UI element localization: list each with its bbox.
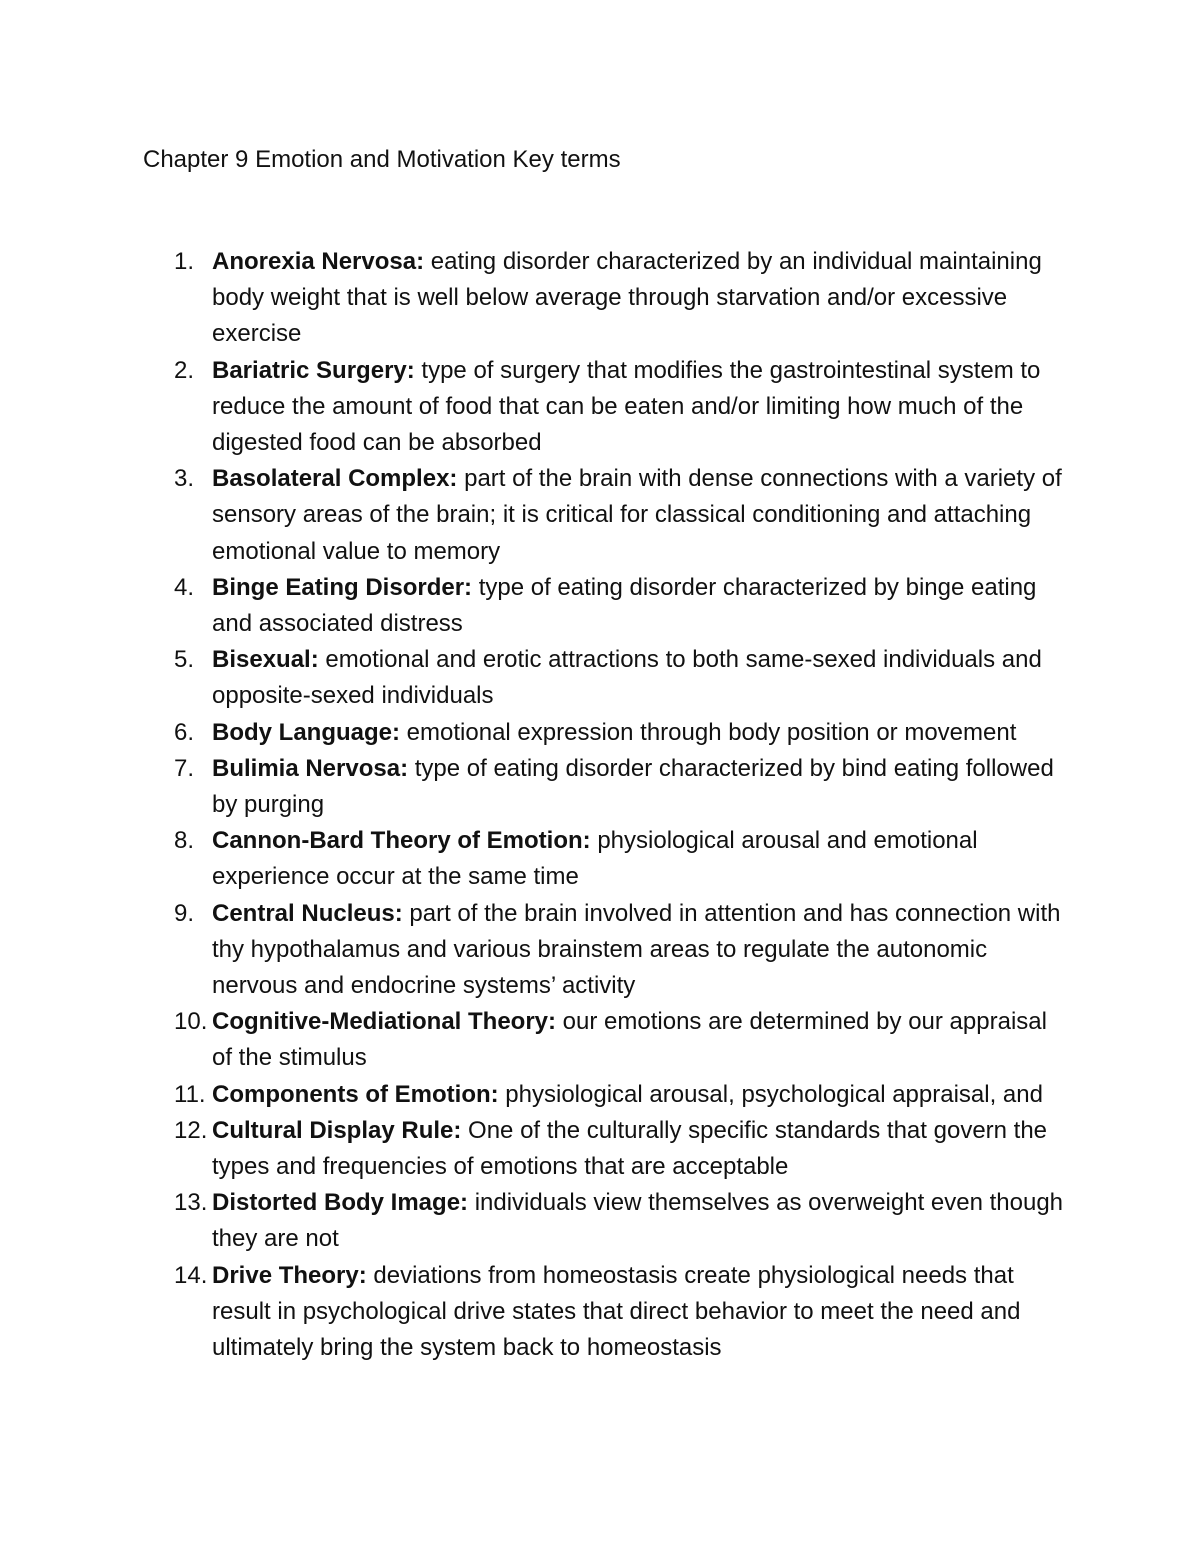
- term-name: Anorexia Nervosa:: [212, 248, 425, 275]
- term-definition: our emotions are determined by our appraisal of the stimulus: [212, 1008, 1047, 1072]
- item-number: 6.: [174, 718, 195, 746]
- term-definition: emotional expression through body position or movement: [400, 718, 1017, 746]
- key-terms-list: [0, 244, 1200, 1366]
- item-number: 8.: [174, 827, 195, 855]
- item-number: 9.: [174, 899, 195, 927]
- list-item: [0, 642, 1072, 714]
- list-item: [0, 751, 1072, 823]
- list-item: [0, 1258, 1072, 1367]
- term-definition: emotional and erotic attractions to both same-sexed individuals and opposite-sexed individuals: [212, 646, 1042, 710]
- term-name: Basolateral Complex:: [212, 465, 458, 493]
- term-definition: type of surgery that modifies the gastrointestinal system to reduce the amount of food that can be eaten and/or limiting how much of the digested food can be absorbed: [212, 356, 1041, 457]
- term-name: Central Nucleus:: [212, 899, 403, 927]
- term-name: Binge Eating Disorder:: [212, 573, 473, 601]
- term-definition: physiological arousal and emotional experience occur at the same time: [212, 827, 978, 891]
- term-definition: individuals view themselves as overweight even though they are not: [212, 1189, 1064, 1253]
- list-item: [0, 461, 1072, 570]
- term-definition: type of eating disorder characterized by bind eating followed by purging: [212, 754, 1054, 819]
- term-definition: part of the brain with dense connections with a variety of sensory areas of the brain; it is critical for classical conditioning and attaching emotional value to memory: [212, 465, 1062, 565]
- item-number: 4.: [174, 573, 195, 601]
- list-item: [0, 570, 1072, 642]
- term-definition: One of the culturally specific standards that govern the types and frequencies of emotions that are acceptable: [212, 1116, 1048, 1181]
- term-definition: eating disorder characterized by an individual maintaining body weight that is well below average through starvation and/or excessive exercise: [212, 248, 1042, 348]
- list-item: [0, 1004, 1072, 1076]
- item-number: 3.: [174, 465, 195, 493]
- list-item: [0, 1113, 1072, 1185]
- item-number: 2.: [174, 356, 195, 384]
- list-item: [0, 823, 1072, 895]
- item-number: 12.: [174, 1116, 208, 1144]
- term-name: Components of Emotion:: [212, 1080, 499, 1108]
- term-name: Bisexual:: [212, 646, 319, 674]
- list-item: [0, 353, 1072, 462]
- term-name: Body Language:: [212, 718, 401, 746]
- list-item: [0, 896, 1072, 1005]
- item-number: 7.: [174, 754, 195, 782]
- item-number: 5.: [174, 646, 195, 674]
- term-name: Bulimia Nervosa:: [212, 754, 409, 782]
- term-name: Cultural Display Rule:: [212, 1116, 462, 1144]
- term-name: Bariatric Surgery:: [212, 356, 415, 384]
- term-name: Distorted Body Image:: [212, 1189, 469, 1217]
- list-item: [0, 1077, 1072, 1113]
- term-name: Drive Theory:: [212, 1261, 367, 1289]
- term-definition: part of the brain involved in attention and has connection with thy hypothalamus and various brainstem areas to regulate the autonomic nervous and endocrine systems’ activity: [212, 899, 1061, 1000]
- term-definition: type of eating disorder characterized by binge eating and associated distress: [212, 573, 1037, 638]
- item-number: 14.: [174, 1261, 208, 1289]
- term-definition: physiological arousal, psychological appraisal, and: [498, 1080, 1043, 1108]
- item-number: 13.: [174, 1189, 208, 1217]
- list-item: [0, 715, 1072, 751]
- term-definition: deviations from homeostasis create physiological needs that result in psychological drive states that direct behavior to meet the need and ultimately bring the system back to homeostasis: [212, 1261, 1021, 1362]
- item-number: 1.: [174, 248, 195, 275]
- item-number: 10.: [174, 1008, 208, 1036]
- page-title: Chapter 9 Emotion and Motivation Key terms: [143, 146, 621, 173]
- term-name: Cognitive-Mediational Theory:: [212, 1008, 557, 1036]
- list-item: [0, 1185, 1072, 1257]
- term-name: Cannon-Bard Theory of Emotion:: [212, 827, 591, 855]
- item-number: 11.: [174, 1080, 206, 1108]
- list-item: [0, 244, 1072, 353]
